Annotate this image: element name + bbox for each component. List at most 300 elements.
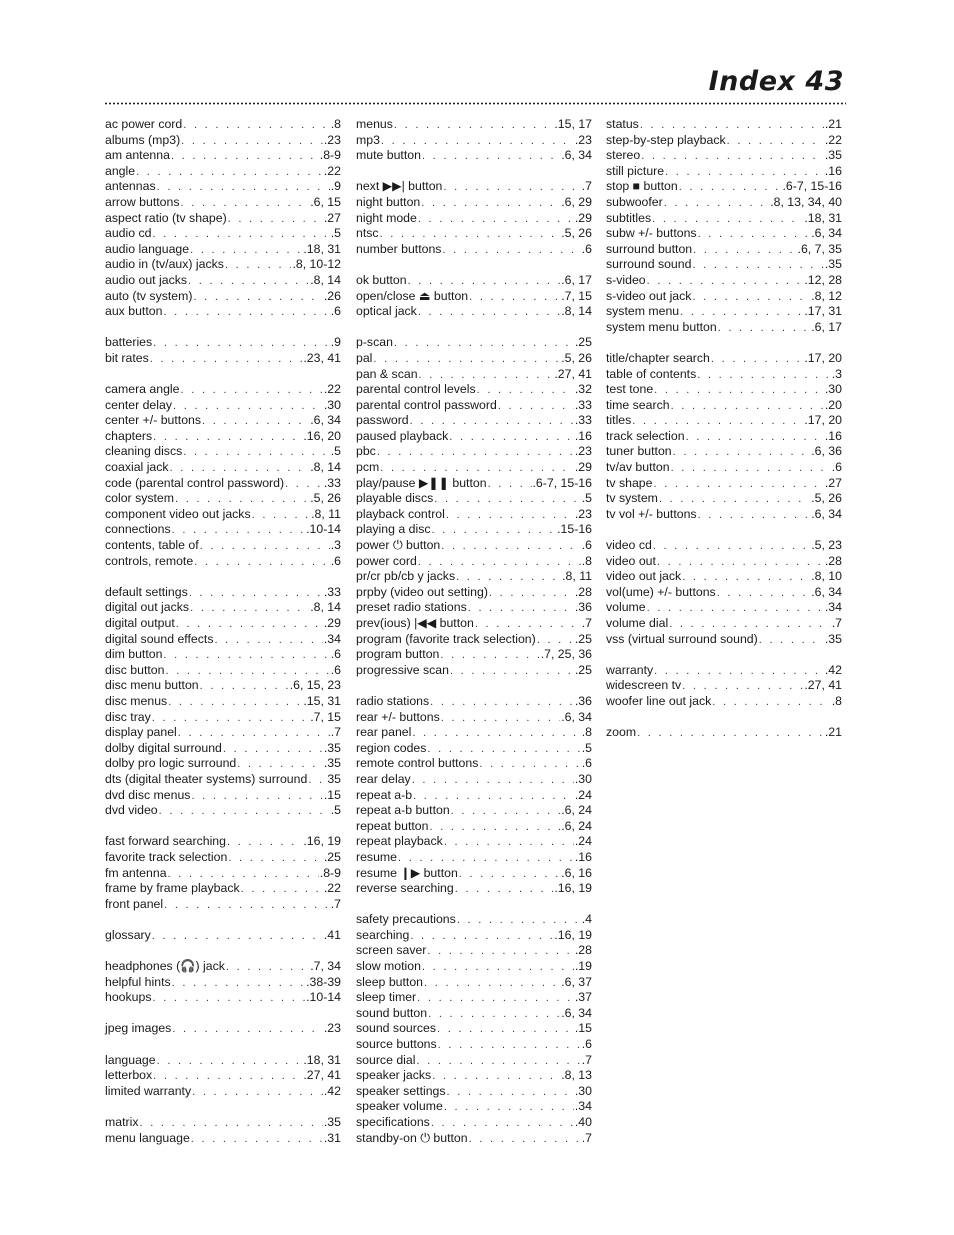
index-page-ref: .6-7, 15-16 [532,475,592,490]
index-term: playable discs [356,491,434,506]
index-term: volume dial [606,616,669,630]
dot-leader [214,633,322,649]
dot-leader [172,1022,323,1038]
dot-leader [537,633,574,649]
page-header [709,66,844,97]
index-entry [105,554,341,570]
dotted-rule [104,102,846,105]
dot-leader [673,445,811,461]
index-term: fm antenna [105,865,167,880]
index-page-ref: .6, 15 [310,194,341,209]
index-page-ref: .5, 26 [561,226,592,241]
index-entry [105,133,341,149]
index-page-ref: .22 [824,132,842,147]
index-term: aux button [105,304,163,319]
index-entry [606,632,842,648]
dot-leader [381,134,574,150]
index-spacer [356,320,592,336]
index-entry [105,289,341,305]
index-entry [105,273,341,289]
index-term: night mode [356,210,417,225]
dot-leader [718,321,810,337]
index-entry [356,476,592,492]
index-page-ref: .7 [581,616,592,630]
dot-leader [421,196,560,212]
dot-leader [308,773,326,789]
index-term: digital sound effects [105,631,214,646]
index-term: vol(ume) +/- buttons [606,584,716,599]
index-entry [606,460,842,476]
index-entry [356,616,592,632]
index-term: dolby digital surround [105,740,222,755]
index-term: p-scan [356,335,393,350]
dot-leader [252,508,311,524]
index-entry [356,522,592,538]
index-entry [606,491,842,507]
index-column-3 [606,117,842,741]
index-page-ref: .15-16 [557,522,592,537]
index-spacer [105,943,341,959]
dot-leader [223,742,323,758]
index-term: power ⏻ button [356,538,441,553]
index-page-ref: .17, 20 [804,413,842,428]
index-term: prev(ious) |◀◀ button [356,616,474,630]
dot-leader [459,867,560,883]
dot-leader [664,196,769,212]
index-term: letterbox [105,1068,153,1083]
index-page-ref: .6, 36 [811,444,842,459]
dot-leader [153,336,330,352]
dot-leader [241,882,323,898]
index-page-ref: .26 [323,288,341,303]
index-term: optical jack [356,304,417,319]
index-entry [105,195,341,211]
index-page-ref: .6 [581,1037,592,1052]
dot-leader [475,617,581,633]
dot-leader [285,477,323,493]
dot-leader [153,430,302,446]
index-entry [105,179,341,195]
dot-leader [441,539,580,555]
dot-leader [152,711,309,727]
index-entry [356,148,592,164]
index-term: slow motion [356,959,421,974]
index-page-ref: .6, 34 [561,1005,592,1020]
index-page-ref: .7 [581,1130,592,1145]
index-term: rear panel [356,725,412,740]
index-page-ref: .28 [574,584,592,599]
index-term: tv vol +/- buttons [606,506,697,521]
index-entry [356,694,592,710]
index-spacer [356,257,592,273]
index-entry [606,304,842,320]
index-page-ref: .25 [323,849,341,864]
index-spacer [105,320,341,336]
index-entry [356,382,592,398]
dot-leader [190,601,309,617]
index-term: track selection [606,428,685,443]
dot-leader [394,118,553,134]
index-spacer [105,819,341,835]
index-term: pan & scan [356,366,418,381]
index-entry [356,912,592,928]
index-entry [105,741,341,757]
index-entry [356,1006,592,1022]
index-entry [356,834,592,850]
index-term: s-video out jack [606,288,692,303]
index-entry [105,897,341,913]
index-term: remote control buttons [356,756,479,771]
dot-leader [679,180,782,196]
index-term: prpby (video out setting) [356,584,488,599]
index-page-ref: .30 [574,771,592,786]
dot-leader [418,212,574,228]
dot-leader [455,882,554,898]
index-entry [356,335,592,351]
index-term: titles [606,413,632,428]
index-term: controls, remote [105,553,194,568]
dot-leader [170,461,310,477]
index-term: subwoofer [606,194,663,209]
index-page-ref: .23 [574,506,592,521]
index-term: sleep button [356,974,424,989]
dot-leader [191,789,322,805]
index-page-ref: .25 [574,631,592,646]
index-page-ref: .17, 31 [804,304,842,319]
index-entry [606,413,842,429]
index-page-ref: .33 [323,475,341,490]
index-page-ref: .16 [824,163,842,178]
index-entry [356,460,592,476]
index-entry [356,117,592,133]
index-term: preset radio stations [356,600,467,615]
index-page-ref: .7, 15 [310,709,341,724]
index-page-ref: 35 [327,771,341,786]
index-entry [105,756,341,772]
index-page-ref: .29 [323,616,341,630]
index-term: status [606,117,639,131]
index-spacer [105,1006,341,1022]
index-page-ref: .7, 34 [310,959,341,974]
index-term: favorite track selection [105,849,228,864]
index-page-ref: .6, 17 [561,272,592,287]
dot-leader [183,445,329,461]
index-page-ref: .6, 34 [811,226,842,241]
index-entry [356,491,592,507]
index-entry [356,429,592,445]
index-entry [356,367,592,383]
index-entry [606,117,842,133]
index-entry [606,507,842,523]
index-page-ref: .25 [574,662,592,677]
index-entry [606,226,842,242]
index-term: matrix [105,1115,139,1129]
index-entry [606,148,842,164]
index-entry [606,429,842,445]
index-page-ref: .29 [574,460,592,475]
index-entry [105,335,341,351]
index-page-ref: .8, 14 [310,460,341,475]
dot-leader [427,944,573,960]
index-entry [606,351,842,367]
index-entry [356,928,592,944]
index-term: color system [105,491,175,506]
dot-leader [432,523,557,539]
dot-leader [410,414,574,430]
index-spacer [356,897,592,913]
index-page-ref: .5 [581,740,592,755]
index-entry [606,616,842,632]
index-entry [105,148,341,164]
dot-leader [759,633,824,649]
index-entry [606,663,842,679]
index-term: mp3 [356,132,380,147]
index-term: table of contents [606,366,697,381]
index-term: dim button [105,647,163,662]
dot-leader [163,648,329,664]
index-term: surround sound [606,257,692,272]
index-term: video cd [606,538,652,553]
index-term: playback control [356,506,445,521]
index-term: audio out jacks [105,272,188,287]
dot-leader [183,118,330,134]
dot-leader [172,523,305,539]
dot-leader [654,383,824,399]
index-page-ref: .41 [323,927,341,942]
index-entry [105,866,341,882]
dot-leader [398,851,574,867]
index-page-ref: .7 [581,1052,592,1067]
index-entry [356,1084,592,1100]
dot-leader [377,445,574,461]
index-entry [356,226,592,242]
index-term: standby-on ⏻ button [356,1130,468,1145]
dot-leader [443,180,580,196]
index-entry [606,179,842,195]
index-entry [356,725,592,741]
dot-leader [413,789,574,805]
index-entry [606,725,842,741]
index-entry [356,959,592,975]
index-term: resume [356,849,398,864]
page-title: Index [708,66,796,97]
dot-leader [412,773,574,789]
index-entry [356,975,592,991]
index-page-ref: .27, 41 [303,1068,341,1083]
index-page-ref: .7 [330,725,341,740]
dot-leader [437,1022,574,1038]
index-term: code (parental control password) [105,475,285,490]
index-page-ref: .21 [824,725,842,740]
index-term: audio in (tv/aux) jacks [105,257,224,272]
dot-leader [652,212,803,228]
index-entry [356,351,592,367]
index-page-ref: .8, 14 [310,272,341,287]
index-page-ref: .6, 15, 23 [289,678,341,693]
index-entry [606,678,842,694]
dot-leader [422,960,574,976]
index-page-ref: .23 [323,1021,341,1036]
index-page-ref: .16 [574,849,592,864]
index-entry [356,289,592,305]
dot-leader [172,976,305,992]
index-term: stop ■ button [606,179,678,194]
dot-leader [692,258,823,274]
index-entry [606,476,842,492]
index-page-ref: .6, 16 [561,865,592,880]
index-page-ref: .8, 14 [310,600,341,615]
index-term: dolby pro logic surround [105,756,237,771]
index-term: albums (mp3) [105,132,181,147]
index-entry [105,663,341,679]
index-entry [356,772,592,788]
index-page-ref: .27, 41 [554,366,592,381]
index-term: camera angle [105,382,180,397]
dot-leader [188,274,309,290]
dot-leader [632,414,803,430]
index-page-ref: .9 [330,335,341,350]
index-page-ref: .15, 31 [303,693,341,708]
index-entry [105,975,341,991]
index-entry [606,289,842,305]
index-page-ref: .8, 10 [811,569,842,584]
dot-leader [431,1116,574,1132]
index-entry [356,273,592,289]
index-page-ref: .31 [323,1130,341,1145]
dot-leader [640,118,824,134]
dot-leader [175,492,309,508]
dot-leader [653,539,810,555]
index-term: disc tray [105,709,151,724]
index-page-ref: .32 [574,382,592,397]
dot-leader [698,508,811,524]
index-page-ref: .24 [574,834,592,849]
index-page-ref: .6, 34 [811,506,842,521]
dot-leader [442,243,580,259]
index-term: audio cd [105,226,152,241]
index-page-ref: .35 [323,740,341,755]
index-page-ref: .7 [330,896,341,911]
index-page-ref: .18, 31 [804,210,842,225]
dot-leader [228,851,323,867]
dot-leader [479,757,580,773]
dot-leader [498,399,574,415]
index-term: next ▶▶| button [356,179,443,194]
dot-leader [444,1100,574,1116]
index-term: pbc [356,444,376,459]
index-page-ref: .28 [824,553,842,568]
index-term: display panel [105,725,177,740]
index-term: coaxial jack [105,460,169,475]
dot-leader [178,726,330,742]
index-entry [356,304,592,320]
index-page-ref: .22 [323,881,341,896]
index-term: widescreen tv [606,678,682,693]
index-page-ref: .23 [574,132,592,147]
index-page-ref: .19 [574,959,592,974]
index-term: power cord [356,553,417,568]
index-page-ref: .18, 31 [303,241,341,256]
index-page-ref: .6, 34 [310,413,341,428]
index-column-1 [105,117,341,1146]
index-term: tv system [606,491,658,506]
index-term: time search [606,397,670,412]
index-entry [105,476,341,492]
dot-leader [447,1085,574,1101]
index-term: contents, table of [105,538,199,553]
index-entry [356,507,592,523]
dot-leader [477,383,574,399]
index-page-ref: .35 [824,257,842,272]
index-page-ref: .38-39 [306,974,341,989]
index-term: play/pause ▶❚❚ button [356,475,487,490]
index-term: default settings [105,584,188,599]
index-entry [105,694,341,710]
index-term: subw +/- buttons [606,226,697,241]
index-page-ref: .5, 26 [811,491,842,506]
dot-leader [168,867,319,883]
dot-leader [173,399,323,415]
index-page-ref: .8, 14 [561,304,592,319]
index-entry [105,117,341,133]
index-page-ref: .16, 19 [303,834,341,849]
index-term: region codes [356,740,427,755]
index-entry [105,1115,341,1131]
index-term: speaker settings [356,1083,446,1098]
index-term: radio stations [356,693,430,708]
index-term: night button [356,194,421,209]
index-term: specifications [356,1115,430,1129]
dot-leader [422,149,560,165]
index-page-ref: .37 [574,990,592,1005]
index-spacer [606,647,842,663]
dot-leader [157,180,330,196]
dot-leader [150,352,303,368]
dot-leader [226,960,309,976]
dot-leader [489,586,574,602]
index-entry [105,710,341,726]
index-term: bit rates [105,350,149,365]
index-term: system menu button [606,319,717,334]
index-page-ref: .15 [574,1021,592,1036]
dot-leader [189,586,323,602]
index-page-ref: .15, 17 [554,117,592,131]
index-entry [105,491,341,507]
index-page-ref: .28 [574,943,592,958]
dot-leader [416,1054,580,1070]
dot-leader [428,1007,560,1023]
index-entry [356,1068,592,1084]
index-entry [105,507,341,523]
index-page-ref: .8-9 [319,148,341,163]
index-term: aspect ratio (tv shape) [105,210,227,225]
index-page-ref: .6, 34 [811,584,842,599]
index-entry [105,522,341,538]
dot-leader [164,898,330,914]
index-entry [105,990,341,1006]
dot-leader [176,617,323,633]
index-entry [105,398,341,414]
index-term: subtitles [606,210,652,225]
dot-leader [434,492,580,508]
index-term: screen saver [356,943,427,958]
index-page-ref: .33 [574,397,592,412]
index-entry [105,678,341,694]
index-term: warranty [606,662,654,677]
index-term: tuner button [606,444,672,459]
index-term: zoom [606,725,637,740]
dot-leader [427,742,580,758]
